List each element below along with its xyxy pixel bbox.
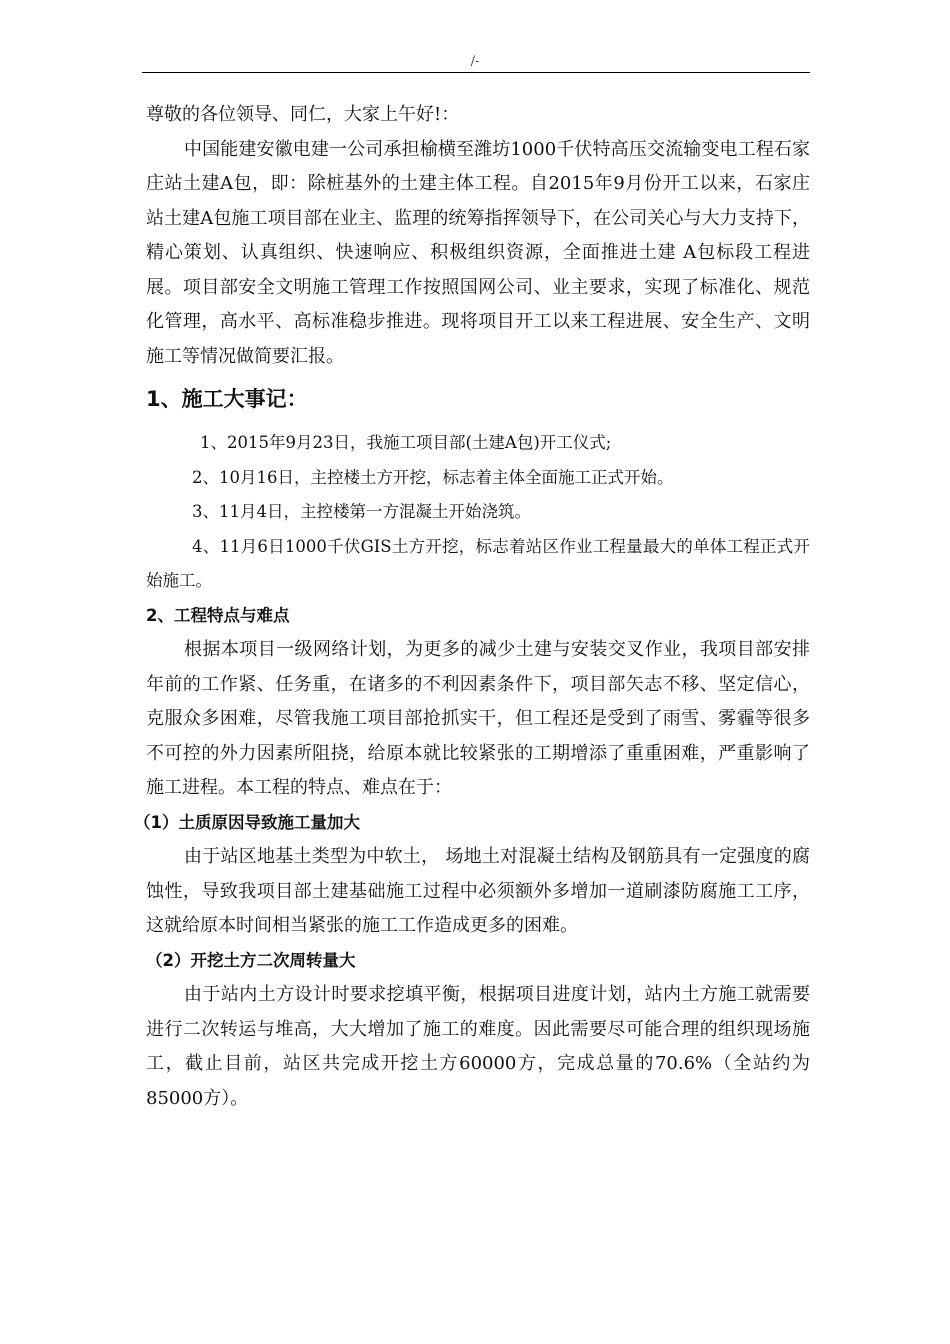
section2-paragraph: 根据本项目一级网络计划，为更多的减少土建与安装交叉作业，我项目部安排年前的工作紧、任务重，在诸多的不利因素条件下，项目部矢志不移、坚定信心，克服众多困难，尽管我施工项目部抢抓实干，但工程还是受到了雨雪、雾霾等很多不可控的外力因素所阻挠，给原本就比较紧张的工期增添了重重困难，严重影响了施工进程。本工程的特点、难点在于： [146, 639, 810, 798]
subsection2-paragraph: 由于站内土方设计时要求挖填平衡，根据项目进度计划，站内土方施工就需要进行二次转运与堆高，大大增加了施工的难度。因此需要尽可能合理的组织现场施工，截止目前，站区共完成开挖土方60000方，完成总量的70.6%（全站约为85000方）。 [146, 984, 810, 1109]
section2-heading: 2、工程特点与难点 [146, 605, 290, 625]
subsection1-paragraph: 由于站区地基土类型为中软土， 场地土对混凝土结构及钢筋具有一定强度的腐蚀性，导致我项目部土建基础施工过程中必须额外多增加一道刷漆防腐施工工序，这就给原本时间相当紧张的施工工作造成更多的困难。 [146, 846, 810, 936]
event-item: 1、2015年9月23日，我施工项目部(土建A包)开工仪式; [200, 433, 612, 452]
event-item: 4、11月6日1000千伏GIS土方开挖，标志着站区作业工程量最大的单体工程正式开始施工。 [146, 536, 810, 590]
header-rule [142, 72, 810, 73]
event-item: 2、10月16日，主控楼土方开挖，标志着主体全面施工正式开始。 [192, 467, 674, 487]
document-body [134, 98, 810, 1116]
greeting: 尊敬的各位领导、同仁，大家上午好!： [146, 104, 460, 125]
event-item: 3、11月4日，主控楼第一方混凝土开始浇筑。 [192, 502, 531, 521]
subsection2-heading: （2）开挖土方二次周转量大 [146, 950, 356, 970]
page-marker: /- [470, 54, 480, 69]
subsection1-heading: （1）土质原因导致施工量加大 [134, 812, 360, 832]
section1-heading: 1、施工大事记： [146, 387, 308, 411]
intro-paragraph: 中国能建安徽电建一公司承担榆横至潍坊1000千伏特高压交流输变电工程石家庄站土建A包，即：除桩基外的土建主体工程。自2015年9月份开工以来，石家庄站土建A包施工项目部在业主、监理的统筹指挥领导下，在公司关心与大力支持下，精心策划、认真组织、快速响应、积极组织资源，全面推进土建 A包标段工程进展。项目部安全文明施工管理工作按照国网公司、业主要求，实现了标准化、规范化管理，高水平、高标准稳步推进。现将项目开工以来工程进展、安全生产、文明施工等情况做简要汇报。 [146, 138, 810, 367]
